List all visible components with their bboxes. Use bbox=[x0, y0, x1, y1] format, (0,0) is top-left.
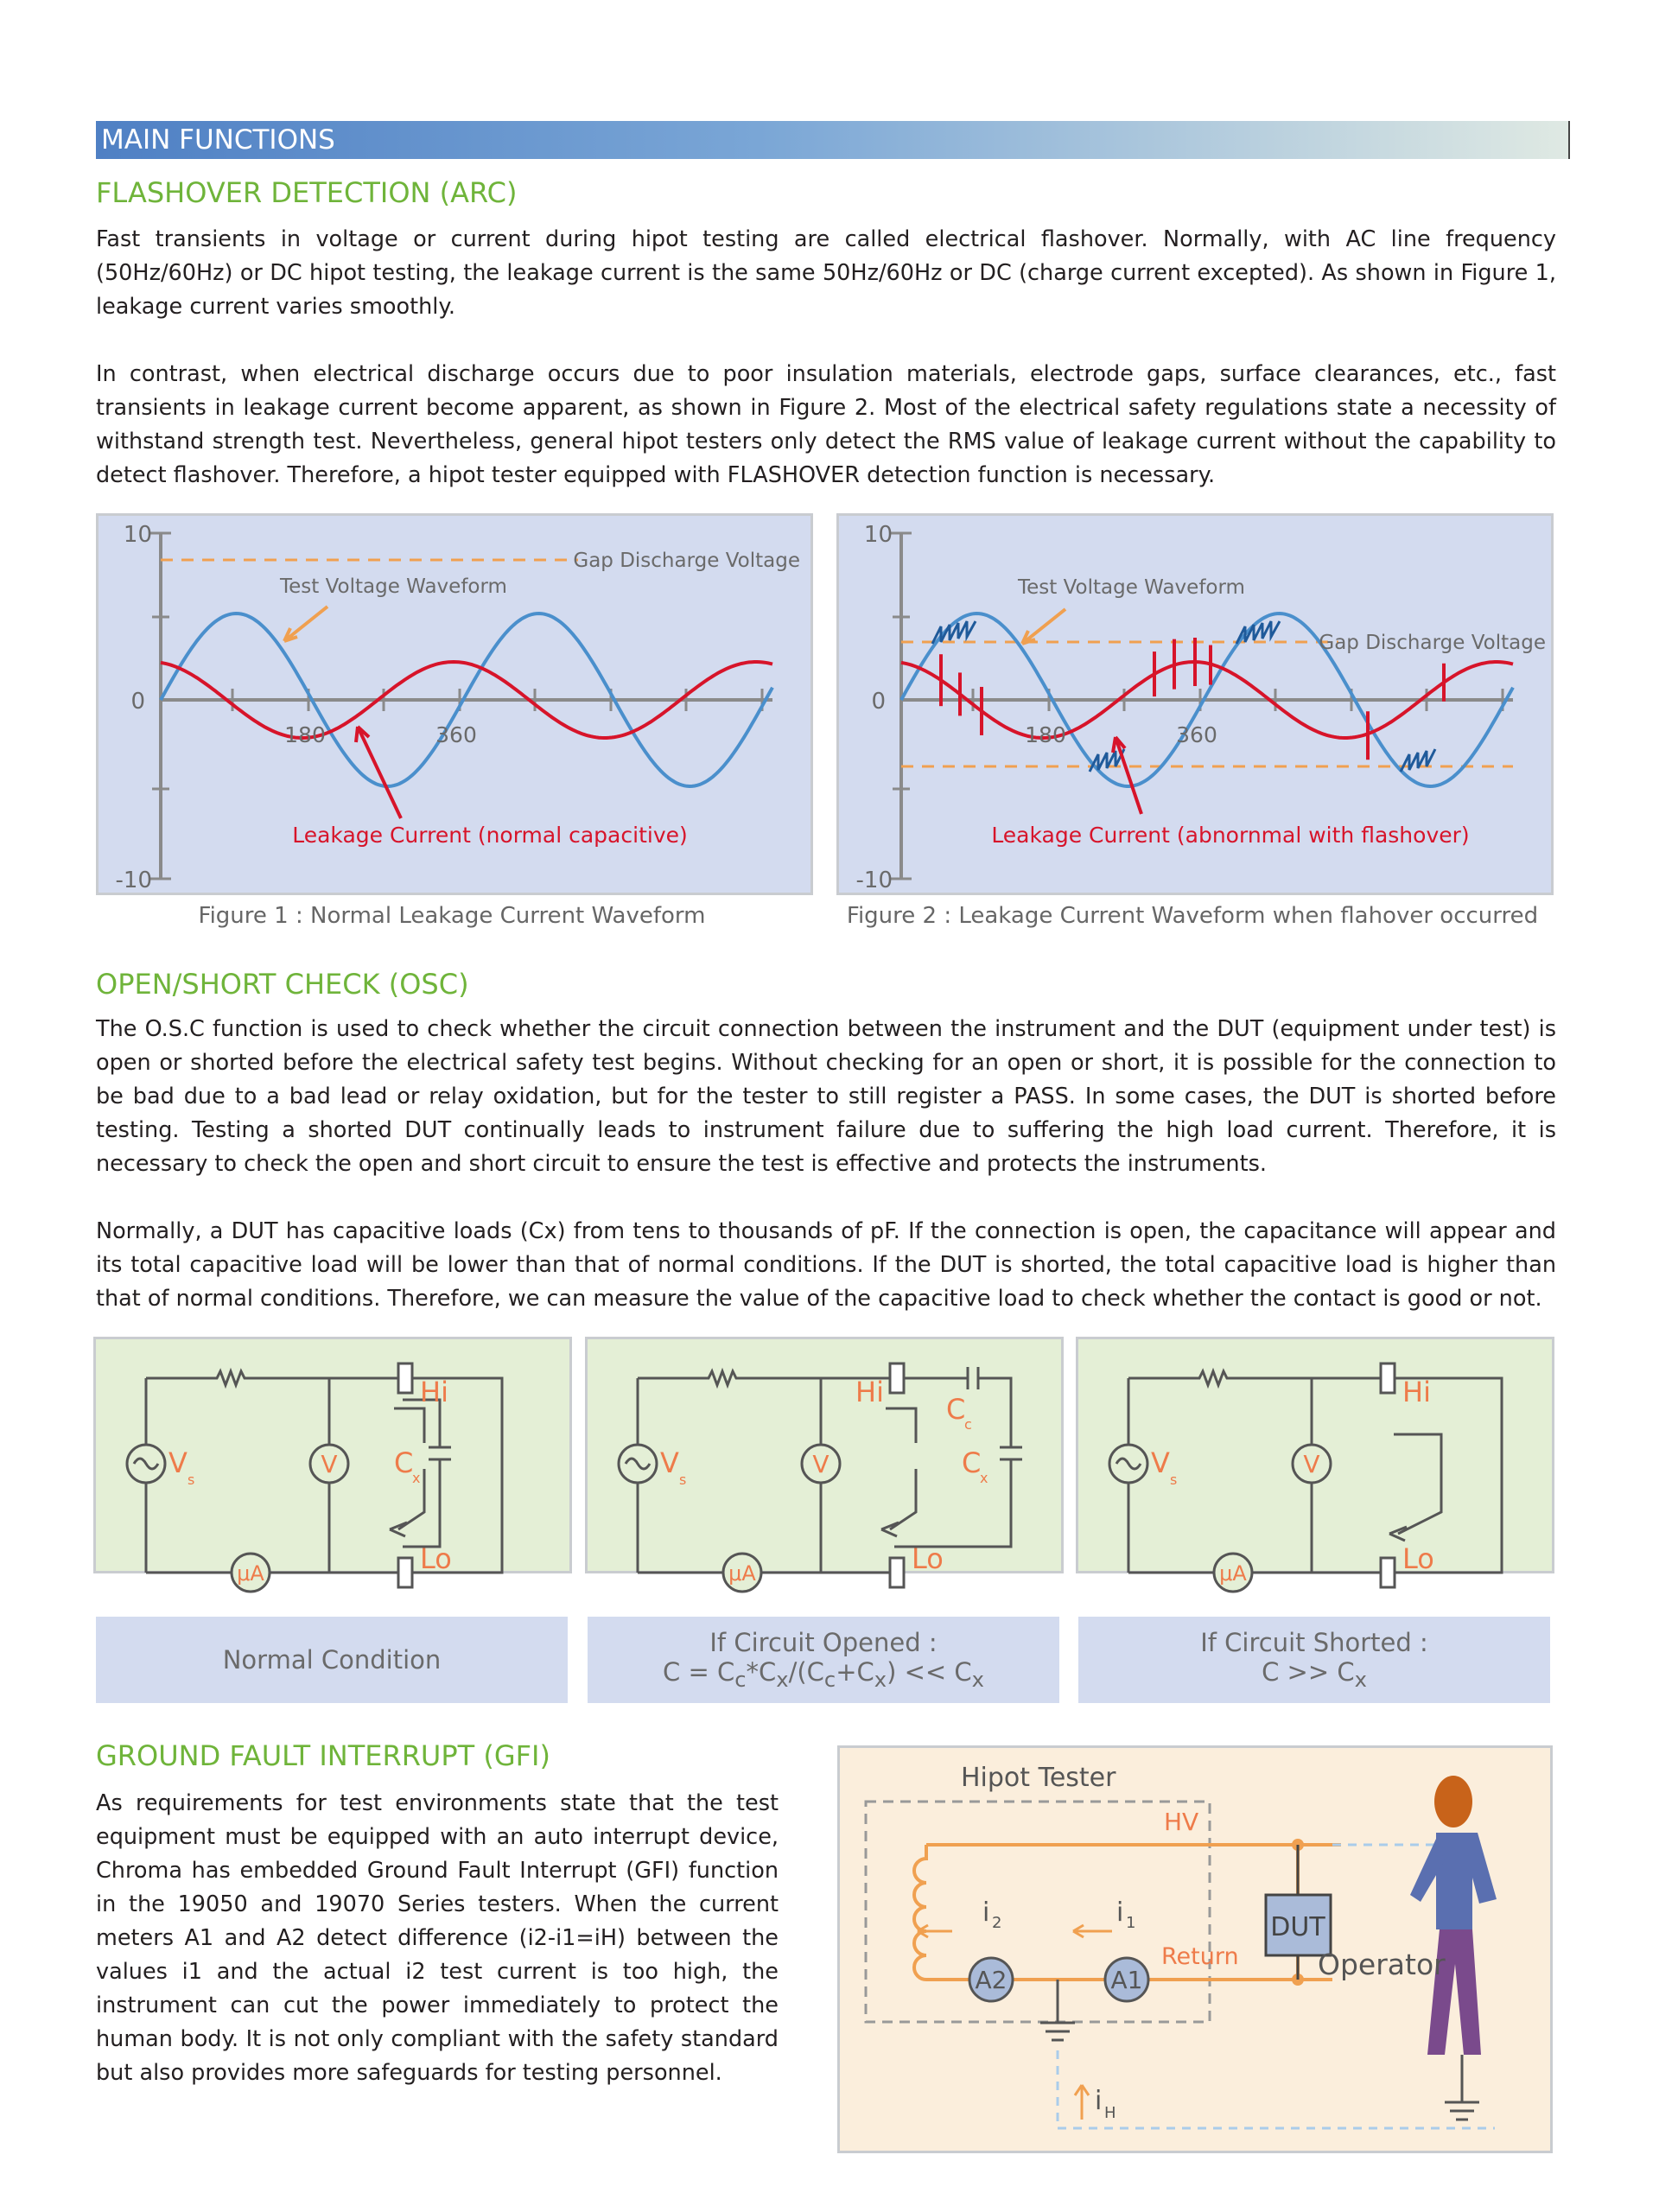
figure-1-chart bbox=[96, 513, 813, 895]
i1-subscript: 1 bbox=[1126, 1914, 1136, 1932]
hi-label: Hi bbox=[855, 1376, 884, 1408]
return-label: Return bbox=[1161, 1943, 1239, 1970]
microammeter-label: μA bbox=[1219, 1561, 1247, 1586]
fig2-voltage-label: Test Voltage Waveform bbox=[1018, 576, 1245, 599]
condition-shorted bbox=[1078, 1617, 1550, 1703]
fig2-x-label-360: 360 bbox=[1176, 722, 1217, 747]
i2-label: i bbox=[982, 1897, 990, 1928]
hipot-tester-label: Hipot Tester bbox=[961, 1763, 1116, 1793]
condition-opened-title: If Circuit Opened : bbox=[709, 1628, 938, 1658]
ground-symbol bbox=[1040, 2023, 1075, 2040]
arc-paragraph-2: In contrast, when electrical discharge occurs due to poor insulation materials, electrode gaps, surface clearances, etc., fast transients in leakage current become apparent, as shown in Figure 2. Most of the electrical safety regulations state a necessity of withstand strength test. Nevertheless, general hipot testers only detect the RMS value of leakage current without the capability to detect flashover. Therefore, a hipot tester equipped with FLASHOVER detection function is necessary. bbox=[96, 361, 1556, 488]
i1-arrow bbox=[1073, 1925, 1112, 1937]
hi-label: Hi bbox=[1402, 1376, 1431, 1408]
fig1-leakage-label: Leakage Current (normal capacitive) bbox=[292, 823, 688, 848]
fig1-voltage-arrow bbox=[284, 607, 327, 641]
figure-1-caption: Figure 1 : Normal Leakage Current Waveform bbox=[198, 903, 706, 929]
source-subscript: s bbox=[679, 1471, 687, 1488]
fig2-leakage-arrow bbox=[1113, 737, 1141, 814]
fig2-x-label-180: 180 bbox=[1025, 722, 1066, 747]
voltmeter-label: V bbox=[812, 1450, 830, 1478]
microammeter-label: μA bbox=[728, 1561, 756, 1586]
cx-label: C bbox=[394, 1446, 414, 1479]
i2-subscript: 2 bbox=[992, 1914, 1002, 1932]
hv-label: HV bbox=[1164, 1808, 1199, 1836]
ih-arrow bbox=[1075, 2085, 1089, 2120]
fig2-y-label-minus10: -10 bbox=[855, 868, 893, 893]
ih-label: i bbox=[1095, 2086, 1103, 2116]
osc-paragraph-1: The O.S.C function is used to check whether the circuit connection between the instrument and the DUT (equipment under test) is open or shorted before the electrical safety test begins. Without checking for an open or short, it is possible for the connection to be bad due to a bad lead or relay oxidation, but for the tester to still register a PASS. In some cases, the DUT is shorted before testing. Testing a shorted DUT continually leads to instrument failure due to suffering the high load current. Therefore, it is necessary to check the open and short circuit to ensure the test is effective and protects the instruments. bbox=[96, 1016, 1556, 1177]
arc-heading: FLASHOVER DETECTION (ARC) bbox=[96, 176, 518, 209]
osc-heading: OPEN/SHORT CHECK (OSC) bbox=[96, 968, 469, 1001]
fig1-x-label-180: 180 bbox=[284, 722, 326, 747]
a2-label: A2 bbox=[975, 1966, 1007, 1994]
cx-subscript: x bbox=[412, 1470, 421, 1486]
fig1-y-label-10: 10 bbox=[123, 522, 152, 548]
arc-paragraph-1: Fast transients in voltage or current during hipot testing are called electrical flashover. Normally, with AC line frequency (50Hz/60Hz) or DC hipot testing, the leakage current is the same 50Hz/60Hz or DC (charge current excepted). As shown in Figure 1, leakage current varies smoothly. bbox=[96, 226, 1556, 320]
condition-normal bbox=[96, 1617, 568, 1703]
fig2-leakage-label: Leakage Current (abnornmal with flashover) bbox=[991, 823, 1470, 848]
cc-subscript: c bbox=[964, 1416, 972, 1433]
gfi-heading: GROUND FAULT INTERRUPT (GFI) bbox=[96, 1739, 550, 1772]
fig2-gap-label: Gap Discharge Voltage bbox=[1319, 632, 1546, 654]
microammeter-label: μA bbox=[237, 1561, 264, 1586]
section-banner bbox=[96, 121, 1570, 159]
condition-shorted-formula: $C >> C_x$ bbox=[1262, 1657, 1367, 1692]
osc-paragraph-2: Normally, a DUT has capacitive loads (Cx) from tens to thousands of pF. If the connection is open, the capacitance will appear and its total capacitive load will be lower than that of normal conditions. If the DUT is shorted, the total capacitive load is higher than that of normal conditions. Therefore, we can measure the value of the capacitive load to check whether the contact is good or not. bbox=[96, 1218, 1556, 1312]
lo-label: Lo bbox=[912, 1542, 944, 1575]
figure-2-caption: Figure 2 : Leakage Current Waveform when flahover occurred bbox=[846, 903, 1539, 929]
fig1-leakage-arrow bbox=[356, 727, 401, 818]
fig2-voltage-arrow bbox=[1022, 609, 1065, 644]
condition-opened-formula: $C = C_c*C_x/(C_c+C_x) << C_x$ bbox=[663, 1657, 984, 1692]
gfi-paragraph: As requirements for test environments state that the test equipment must be equipped with an auto interrupt device, Chroma has embedded Ground Fault Interrupt (GFI) function in the 19050 and 19070 Series testers. When the current meters A1 and A2 detect difference (i2-i1=iH) between the values i1 and the actual i2 test current is too high, the instrument can cut the power immediately to protect the human body. It is not only compliant with the safety standard but also provides more safeguards for testing personnel. bbox=[96, 1790, 779, 2086]
dut-label: DUT bbox=[1270, 1912, 1325, 1942]
fig1-voltage-label: Test Voltage Waveform bbox=[280, 575, 507, 598]
cx-subscript: x bbox=[980, 1470, 988, 1486]
operator-label: Operator bbox=[1318, 1948, 1446, 1981]
condition-opened bbox=[588, 1617, 1059, 1703]
fig2-y-label-10: 10 bbox=[863, 522, 893, 548]
hi-label: Hi bbox=[420, 1376, 448, 1408]
voltmeter-label: V bbox=[321, 1450, 338, 1478]
cx-label: C bbox=[962, 1446, 982, 1479]
source-subscript: s bbox=[188, 1471, 195, 1488]
condition-normal-label: Normal Condition bbox=[222, 1645, 442, 1675]
cc-label: C bbox=[946, 1393, 966, 1426]
circuit-shorted bbox=[1076, 1337, 1554, 1586]
banner-title: MAIN FUNCTIONS bbox=[101, 124, 335, 156]
lo-label: Lo bbox=[1402, 1542, 1434, 1575]
source-label: V bbox=[660, 1446, 679, 1479]
figure-2-chart bbox=[836, 513, 1554, 895]
gfi-diagram bbox=[837, 1745, 1553, 2153]
i2-arrow bbox=[918, 1925, 952, 1937]
source-label: V bbox=[168, 1446, 188, 1479]
fig1-x-label-360: 360 bbox=[435, 722, 477, 747]
condition-shorted-title: If Circuit Shorted : bbox=[1200, 1628, 1428, 1658]
fig1-y-label-0: 0 bbox=[130, 689, 145, 715]
fig2-y-label-0: 0 bbox=[871, 689, 886, 715]
circuit-opened bbox=[585, 1337, 1064, 1586]
source-subscript: s bbox=[1170, 1471, 1178, 1488]
fig1-gap-label: Gap Discharge Voltage bbox=[573, 550, 800, 572]
voltmeter-label: V bbox=[1303, 1450, 1320, 1478]
source-label: V bbox=[1151, 1446, 1170, 1479]
a1-label: A1 bbox=[1110, 1966, 1143, 1994]
circuit-normal bbox=[93, 1337, 572, 1586]
ih-subscript: H bbox=[1104, 2104, 1116, 2122]
lo-label: Lo bbox=[420, 1542, 452, 1575]
fig1-y-label-minus10: -10 bbox=[115, 868, 152, 893]
i1-label: i bbox=[1116, 1897, 1124, 1928]
